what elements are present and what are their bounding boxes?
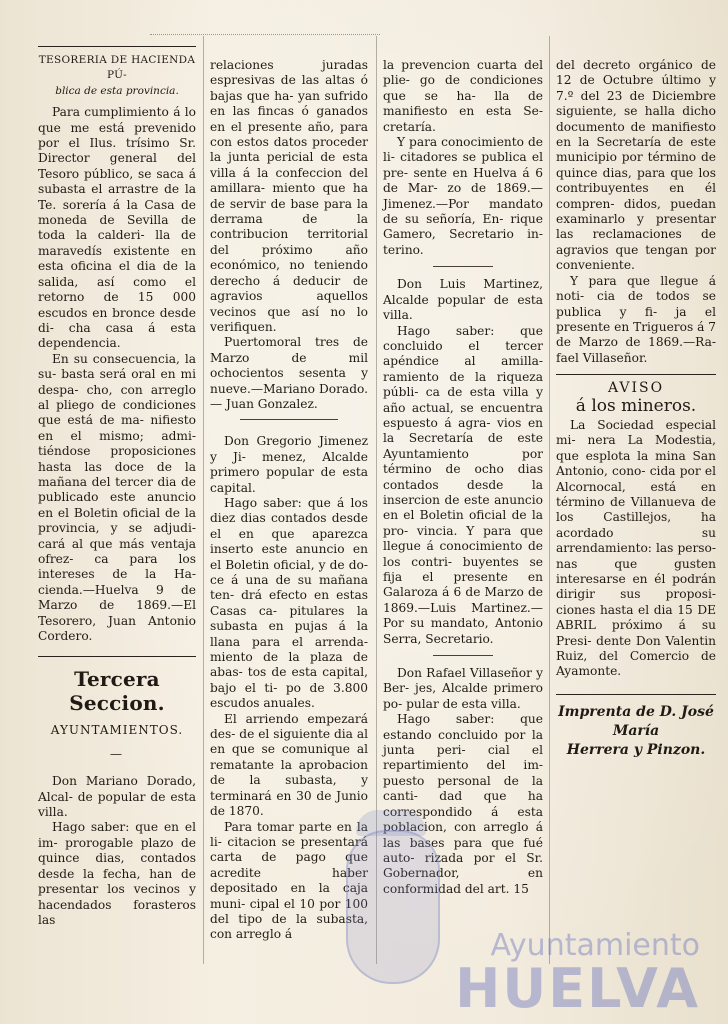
notice-signature: Puertomoral tres de Marzo de mil ochocientos sesenta y nueve.—Mariano Dorado.— Juan Gonzalez. [210, 335, 368, 411]
notice-paragraph: Para tomar parte en la li- citacion se presentará carta de pago que acredite haber depositado en la caja muni- cipal el 10 por 100 del tipo de la subasta, con arreglo á [210, 819, 368, 942]
imprint-rule [556, 694, 716, 695]
printer-imprint: Herrera y Pinzon. [566, 741, 706, 758]
column-divider [203, 36, 204, 964]
treasury-notice-paragraph: Para cumplimiento á lo que me está prevenido por el Ilus. trísimo Sr. Director general del Tesoro público, se saca á subasta el arrastre de la Te. sorería á la Casa de moneda de Sevilla de toda la calderi- lla de maravedís existente en esta oficina el dia de la salida, así como el retorno de 15 000 escudos en bronce desde di- cha casa á esta dependencia. [38, 105, 196, 351]
notice-separator [240, 419, 338, 420]
notice-heading: Don Rafael Villaseñor y Ber- jes, Alcalde primero po- pular de esta villa. [383, 666, 543, 711]
column-divider [549, 36, 550, 964]
section-title: Tercera Seccion. [69, 667, 165, 716]
notice-paragraph: Hago saber: que en el im- prorogable plazo de quince dias, contados desde la fecha, han de presentar los vecinos y hacendados forasteros las [38, 820, 196, 927]
notice-heading: Don Gregorio Jimenez y Ji- menez, Alcalde primero popular de esta capital. [210, 434, 368, 495]
treasury-subheading: blica de esta provincia. [55, 84, 179, 97]
notice-paragraph: El arriendo empezará des- de el siguiente dia al en que se comunique al rematante la aprobacion de la subasta, y terminará en 30 de Junio de 1870. [210, 711, 368, 819]
watermark-line: HUELVA [455, 957, 700, 1020]
notice-paragraph: Y para conocimiento de li- citadores se publica el pre- sente en Huelva á 6 de Mar- zo de 1869.—Jimenez.—Por mandato de su señoría, En- rique Gamero, Secretario in- terino. [383, 135, 543, 257]
column-2 [210, 58, 368, 943]
watermark-line: Ayuntamiento [490, 928, 700, 963]
notice-paragraph: la prevencion cuarta del plie- go de condiciones que se ha- lla de manifiesto en esta Se- cretaría. [383, 58, 543, 134]
notice-heading: Don Mariano Dorado, Alcal- de popular de esta villa. [38, 774, 196, 820]
notice-paragraph: Hago saber: que estando concluido por la junta peri- cial el repartimiento del im- puesto personal de la canti- dad que ha correspondido á esta poblacion, con arreglo á las bases para que fué auto- rizada por el Sr. Gobernador, en conformidad del art. 15 [383, 712, 543, 896]
separator-dash: — [109, 746, 125, 761]
treasury-notice-paragraph: En su consecuencia, la su- basta será oral en mi despa- cho, con arreglo al pliego de condiciones que está de ma- nifiesto en el mismo; admi- tiéndose proposiciones hasta las doce de la mañana del tercer dia de publicado este anuncio en el Boletin oficial de la provincia, y se adjudi- cará al que más ventaja ofrez- ca para los intereses de la Ha- cienda.—Huelva 9 de Marzo de 1869.—El Tesorero, Juan Antonio Cordero. [38, 351, 196, 644]
column-4 [556, 58, 716, 760]
top-rule [38, 46, 196, 47]
archive-watermark [430, 928, 700, 1020]
notice-separator [556, 374, 716, 375]
printer-imprint: Imprenta de D. José María [558, 703, 714, 739]
notice-paragraph: relaciones juradas espresivas de las altas ó bajas que ha- yan sufrido en las fincas ó ganados en el presente año, para con estos datos proceder la junta pericial de esta villa á la confeccion del amillara- miento que ha de servir de base para la derrama de la contribucion territorial del próximo año económico, no teniendo derecho á deducir de agravios aquellos vecinos que así no lo verifiquen. [210, 58, 368, 334]
notice-paragraph: Y para que llegue á noti- cia de todos se publica y fi- ja el presente en Trigueros á 7 de Marzo de 1869.—Ra- fael Villaseñor. [556, 273, 716, 365]
column-1 [38, 40, 196, 928]
column-3 [383, 58, 543, 897]
notice-paragraph: Hago saber: que á los diez dias contados desde el en que aparezca inserto este anuncio en el Boletin oficial, y de do- ce á una de su mañana ten- drá efecto en estas Casas ca- pitulares la subasta en pujas á la llana para el arrenda- miento de la plaza de abas- tos de esta capital, bajo el ti- po de 3.800 escudos anuales. [210, 495, 368, 711]
aviso-heading: AVISO [607, 380, 665, 397]
ayuntamientos-heading: AYUNTAMIENTOS. [50, 723, 184, 738]
section-rule [38, 656, 196, 657]
notice-heading: Don Luis Martinez, Alcalde popular de esta villa. [383, 277, 543, 323]
crest-icon [346, 830, 440, 984]
notice-paragraph: Hago saber: que concluido el tercer apéndice al amilla- ramiento de la riqueza públi- ca de esta villa y año actual, se encuentra espuesto á agra- vios en la Secretaría de este Ayuntamiento por término de ocho dias contados desde la insercion de este anuncio en el Boletin oficial de la pro- vincia. Y para que llegue á conocimiento de los contri- buyentes se fija el presente en Galaroza á 6 de Marzo de 1869.—Luis Martinez.—Por su mandato, Antonio Serra, Secretario. [383, 323, 543, 646]
notice-separator [433, 266, 493, 267]
notice-paragraph: del decreto orgánico de 12 de Octubre último y 7.º del 23 de Diciembre siguiente, se halla dicho documento de manifiesto en la Secretaría de este municipio por término de quince dias, para que los contribuyentes en él compren- didos, puedan examinarlo y presentar las reclamaciones de agravios que tengan por conveniente. [556, 58, 716, 273]
mining-notice-paragraph: La Sociedad especial mi- nera La Modestia, que esplota la mina San Antonio, cono- cida por el Alcornocal, está en término de Villanueva de los Castillejos, ha acordado su arrendamiento: las perso- nas que gusten interesarse en él podrán dirigir sus proposi- ciones hasta el dia 15 DE ABRIL próximo á su Presi- dente Don Valentin Ruiz, del Comercio de Ayamonte. [556, 417, 716, 679]
treasury-heading: TESORERIA DE HACIENDA PÚ- [38, 54, 196, 82]
notice-separator [433, 655, 493, 656]
aviso-subheading: á los mineros. [575, 395, 697, 416]
